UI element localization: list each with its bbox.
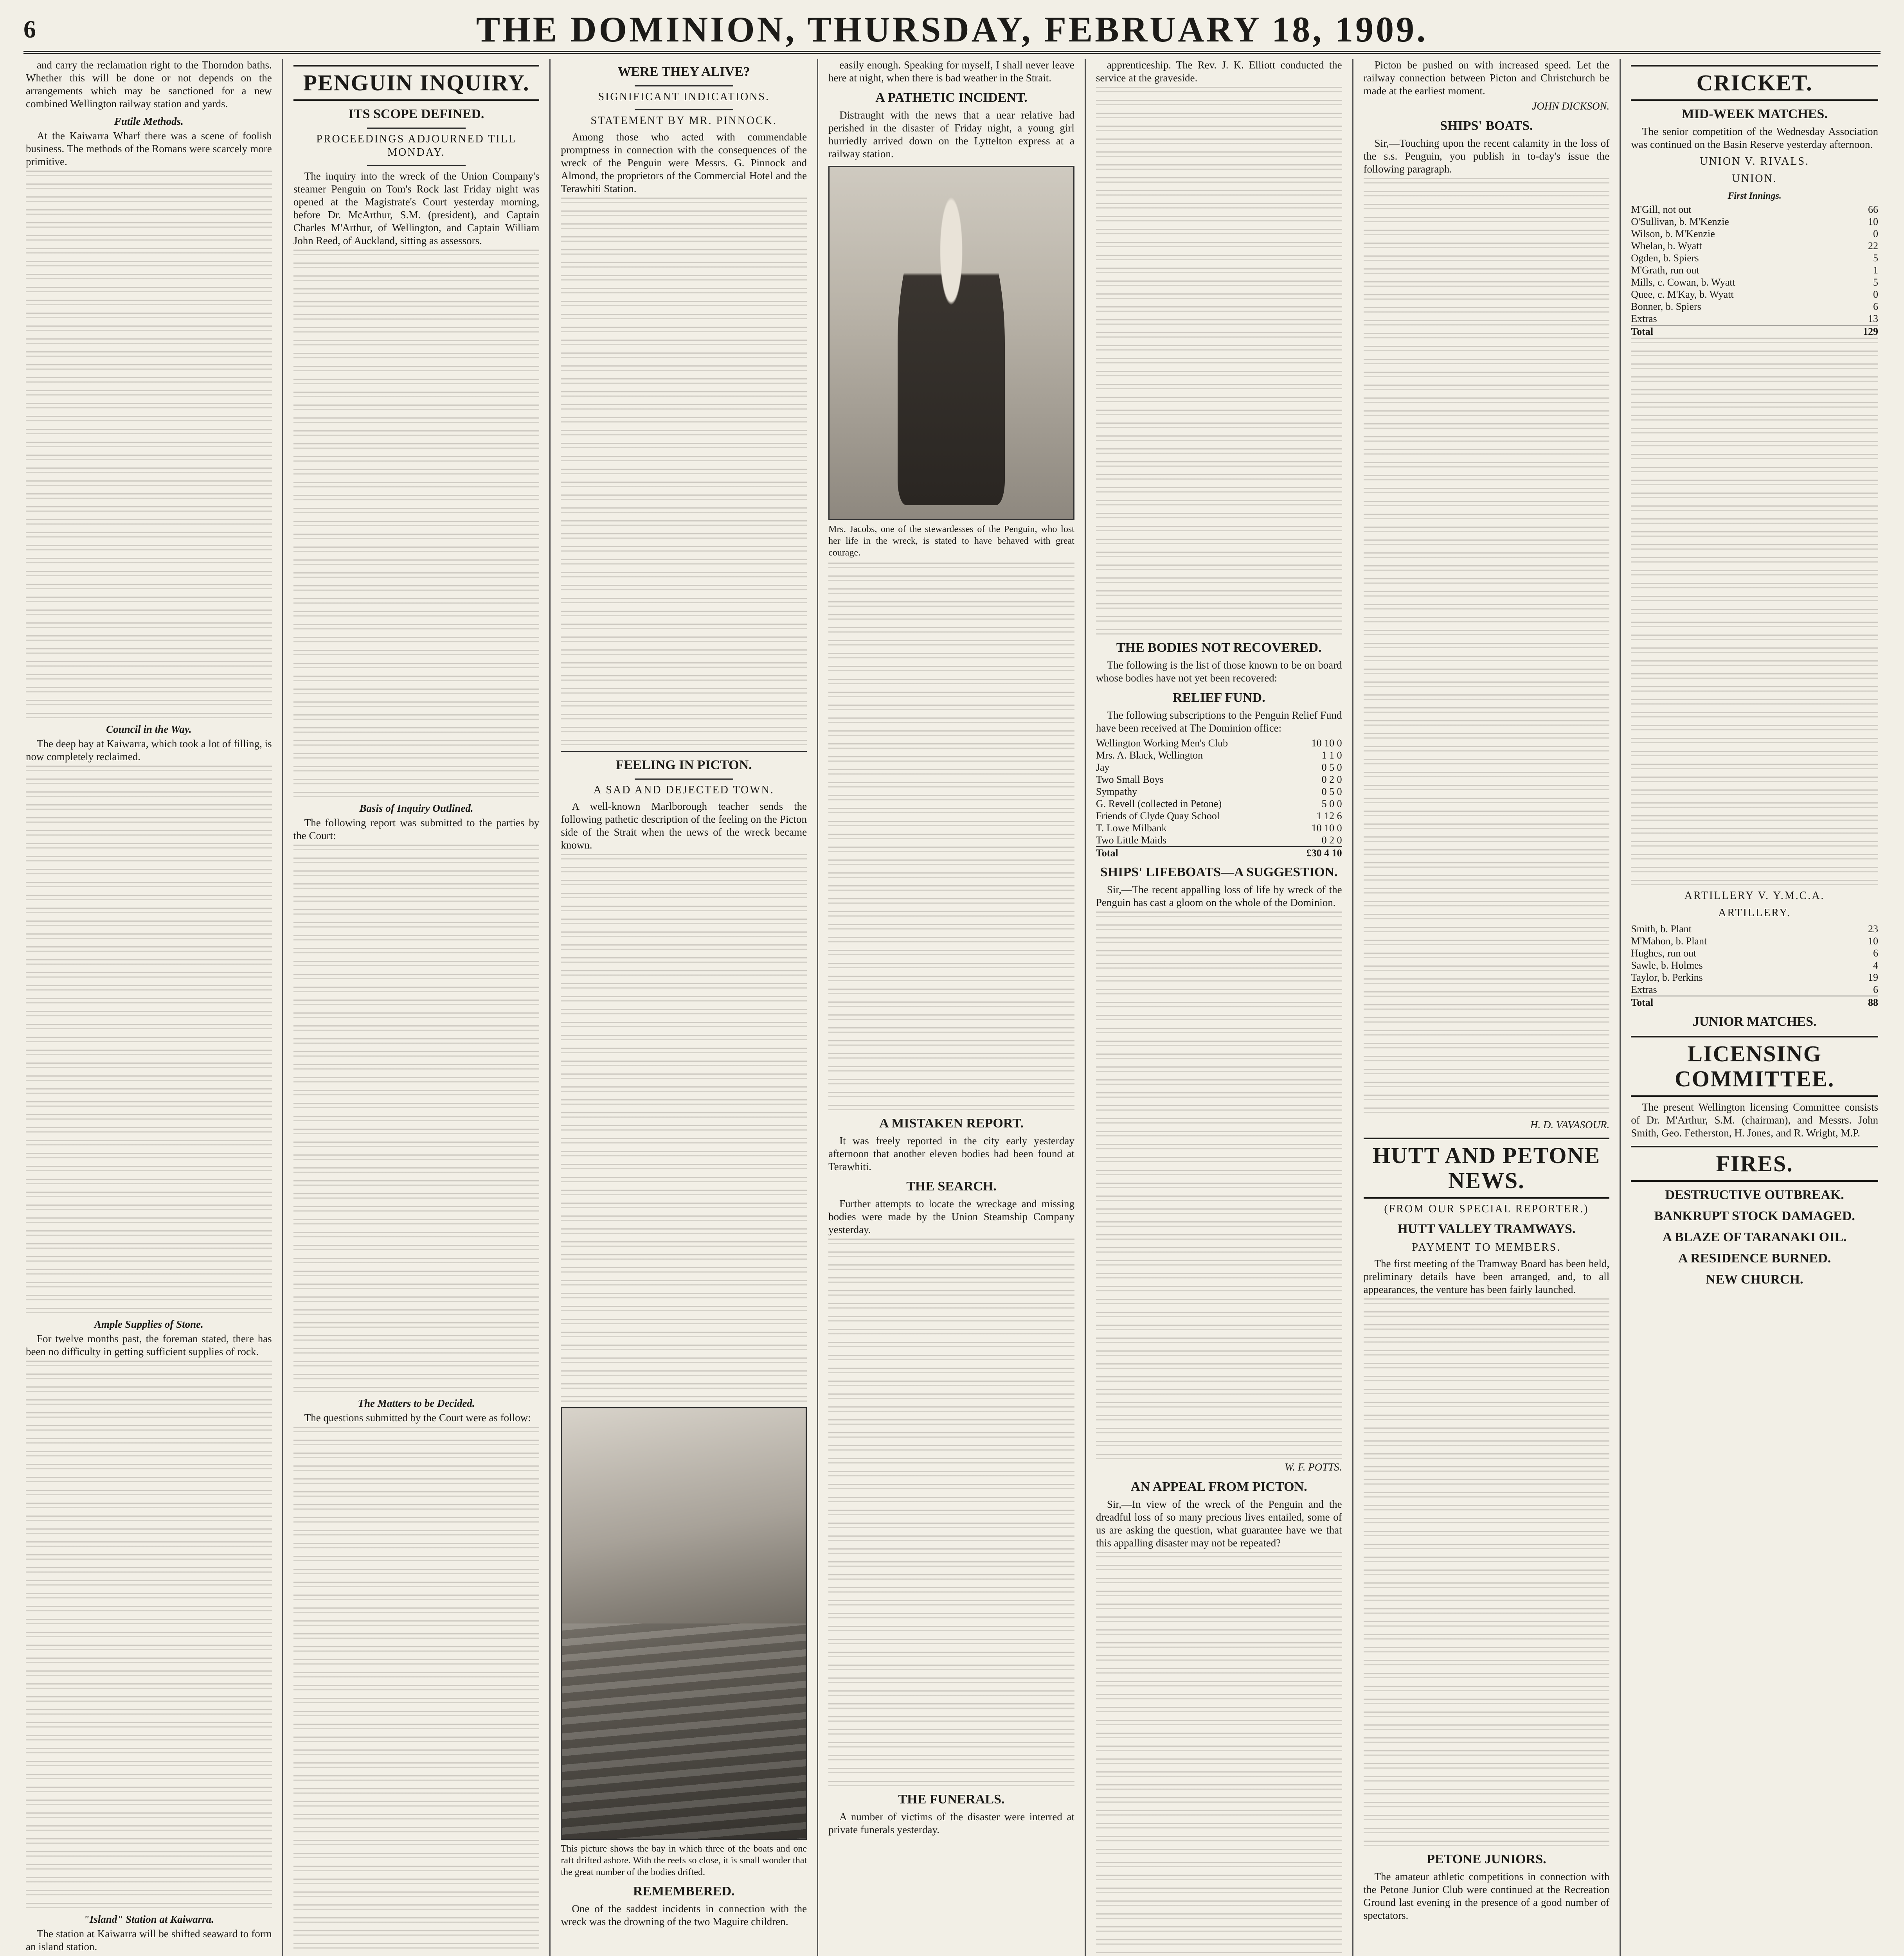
batting-row-label: Smith, b. Plant	[1631, 923, 1692, 935]
batting-row-label: Bonner, b. Spiers	[1631, 301, 1701, 312]
batting-row	[1631, 228, 1878, 240]
body-text	[26, 766, 272, 1313]
body-text	[828, 1239, 1074, 1786]
deck: (FROM OUR SPECIAL REPORTER.)	[1384, 1203, 1589, 1215]
batting-row	[1631, 300, 1878, 313]
paragraph: One of the saddest incidents in connection with the wreck was the drowning of the two Maguire children.	[561, 1903, 807, 1927]
headline: JUNIOR MATCHES.	[1692, 1014, 1817, 1029]
body-text	[1364, 1298, 1610, 1846]
fund-row-value: 10 10 0	[1311, 737, 1342, 749]
subheading: The Matters to be Decided.	[358, 1397, 475, 1409]
letter-signature: JOHN DICKSON.	[1532, 100, 1610, 112]
fund-row-value: 0 2 0	[1321, 834, 1342, 846]
fund-row-value: 5 0 0	[1321, 798, 1342, 809]
paragraph: The following report was submitted to the parties by the Court:	[293, 817, 540, 841]
batting-row-label: M'Grath, run out	[1631, 264, 1699, 276]
fund-row	[1096, 773, 1342, 786]
body-text	[1096, 911, 1342, 1459]
batting-row	[1631, 252, 1878, 264]
artillery-scorecard	[1631, 923, 1878, 1009]
body-text	[1096, 87, 1342, 635]
batting-row	[1631, 203, 1878, 216]
batting-row-value: 4	[1873, 960, 1878, 971]
fund-row	[1096, 737, 1342, 749]
fund-row-label: Sympathy	[1096, 786, 1137, 797]
letter-signature: H. D. VAVASOUR.	[1530, 1119, 1610, 1131]
portrait-photograph	[828, 166, 1074, 520]
column-4	[818, 59, 1086, 1956]
paragraph: Distraught with the news that a near relative had perished in the disaster of Friday night, a young girl hurriedly arrived down on the Lyttelton express at a railway station.	[828, 109, 1074, 160]
headline: RELIEF FUND.	[1172, 690, 1265, 705]
headline: A PATHETIC INCIDENT.	[875, 90, 1028, 105]
fund-row	[1096, 786, 1342, 798]
photo-caption: Mrs. Jacobs, one of the stewardesses of the Penguin, who lost her life in the wreck, is stated to have behaved with great courage.	[828, 524, 1074, 558]
body-text	[1631, 338, 1878, 885]
scorecard-total-label: Total	[1631, 996, 1834, 1009]
batting-row-value: 66	[1868, 204, 1878, 215]
fund-row-label: Wellington Working Men's Club	[1096, 737, 1228, 749]
deck: SIGNIFICANT INDICATIONS.	[598, 91, 770, 103]
paragraph: The following is the list of those known to be on board whose bodies have not yet been recovered:	[1096, 659, 1342, 684]
batting-row	[1631, 216, 1878, 228]
headline: THE SEARCH.	[906, 1179, 997, 1194]
headline: HUTT AND PETONE NEWS.	[1364, 1138, 1610, 1199]
paragraph: The amateur athletic competitions in connection with the Petone Junior Club were continued at the Recreation Ground last evening in the presence of a good number of spectators.	[1363, 1871, 1610, 1921]
batting-row	[1631, 947, 1878, 959]
batting-row	[1631, 971, 1878, 983]
headline: LICENSING COMMITTEE.	[1631, 1036, 1878, 1097]
body-text	[561, 854, 807, 1402]
body-text	[293, 250, 540, 797]
letter-signature: W. F. POTTS.	[1285, 1461, 1342, 1473]
match-title: UNION V. RIVALS.	[1700, 155, 1810, 167]
divider	[635, 778, 733, 780]
paragraph: The following subscriptions to the Penguin Relief Fund have been received at The Dominion office:	[1096, 709, 1342, 734]
batting-row	[1631, 276, 1878, 288]
batting-row-label: Mills, c. Cowan, b. Wyatt	[1631, 277, 1735, 288]
scorecard-total-label: Total	[1631, 325, 1834, 338]
scorecard-total: 88	[1834, 996, 1878, 1009]
batting-row	[1631, 288, 1878, 300]
deck: PROCEEDINGS ADJOURNED TILL MONDAY.	[316, 133, 516, 158]
batting-row-value: 23	[1868, 923, 1878, 935]
scorecard-total-row	[1631, 325, 1878, 338]
paragraph: Sir,—Touching upon the recent calamity in the loss of the s.s. Penguin, you publish in to-day's issue the following paragraph.	[1363, 137, 1610, 175]
fund-row-label: T. Lowe Milbank	[1096, 822, 1167, 834]
batting-row-label: Ogden, b. Spiers	[1631, 252, 1699, 264]
fund-row	[1096, 810, 1342, 822]
body-text	[1096, 1552, 1342, 1956]
fund-row-value: 0 2 0	[1321, 774, 1342, 785]
team-name: ARTILLERY.	[1718, 907, 1791, 919]
batting-row-value: 5	[1873, 252, 1878, 264]
page-columns	[16, 59, 1888, 1956]
headline: THE BODIES NOT RECOVERED.	[1116, 640, 1322, 655]
batting-row	[1631, 935, 1878, 947]
batting-row-label: Wilson, b. M'Kenzie	[1631, 228, 1715, 239]
divider	[367, 165, 466, 166]
headline: A BLAZE OF TARANAKI OIL.	[1662, 1230, 1847, 1244]
paragraph: The inquiry into the wreck of the Union Company's steamer Penguin on Tom's Rock last Friday night was opened at the Magistrate's Court yesterday morning, before Dr. McArthur, S.M. (president), and Captain Charles M'Arthur, of Wellington, and Captain William John Reed, of Auckland, sitting as assessors.	[293, 170, 540, 246]
subheading: Futile Methods.	[114, 115, 184, 127]
scorecard-total-row	[1631, 996, 1878, 1009]
headline: MID-WEEK MATCHES.	[1681, 107, 1828, 121]
paragraph: apprenticeship. The Rev. J. K. Elliott conducted the service at the graveside.	[1096, 59, 1342, 84]
deck: STATEMENT BY MR. PINNOCK.	[590, 115, 777, 127]
batting-row-value: 13	[1868, 313, 1878, 324]
column-2	[283, 59, 551, 1956]
body-text	[1364, 178, 1610, 1117]
body-text	[26, 1361, 272, 1908]
batting-row	[1631, 264, 1878, 276]
headline: DESTRUCTIVE OUTBREAK.	[1665, 1188, 1844, 1202]
headline: A MISTAKEN REPORT.	[879, 1116, 1024, 1131]
fund-row-value: 0 5 0	[1321, 786, 1342, 797]
column-6	[1353, 59, 1621, 1956]
deck: PAYMENT TO MEMBERS.	[1412, 1241, 1561, 1253]
fund-total-amount: £30 4 10	[1244, 847, 1342, 859]
page-number: 6	[23, 15, 36, 43]
fund-row-label: Jay	[1096, 762, 1110, 773]
divider	[635, 85, 733, 86]
headline: NEW CHURCH.	[1706, 1272, 1803, 1287]
deck: ITS SCOPE DEFINED.	[348, 107, 484, 121]
paragraph: Sir,—In view of the wreck of the Penguin and the dreadful loss of so many precious lives entailed, some of us are asking the question, what guarantee have we that this appalling disaster may not be repeated?	[1096, 1498, 1342, 1549]
batting-row-label: Hughes, run out	[1631, 947, 1697, 959]
fund-total-row	[1096, 847, 1342, 859]
headline: REMEMBERED.	[633, 1884, 735, 1898]
headline: SHIPS' LIFEBOATS—A SUGGESTION.	[1100, 865, 1338, 879]
deck: A SAD AND DEJECTED TOWN.	[593, 784, 774, 796]
column-5	[1086, 59, 1353, 1956]
headline: CRICKET.	[1631, 65, 1878, 101]
fund-row-label: Two Small Boys	[1096, 774, 1164, 785]
subheading: Ample Supplies of Stone.	[94, 1318, 203, 1330]
batting-row-label: Sawle, b. Holmes	[1631, 960, 1703, 971]
batting-row	[1631, 313, 1878, 325]
headline: SHIPS' BOATS.	[1440, 119, 1533, 133]
batting-row-value: 0	[1873, 289, 1878, 300]
body-text	[293, 845, 540, 1392]
match-title: ARTILLERY V. Y.M.C.A.	[1684, 890, 1825, 902]
batting-row-value: 6	[1873, 947, 1878, 959]
fund-row-label: Friends of Clyde Quay School	[1096, 810, 1220, 822]
batting-row-label: M'Gill, not out	[1631, 204, 1692, 215]
paragraph: It was freely reported in the city early yesterday afternoon that another eleven bodies had been found at Terawhiti.	[828, 1135, 1074, 1172]
fund-row	[1096, 798, 1342, 810]
paragraph: Sir,—The recent appalling loss of life by wreck of the Penguin has cast a gloom on the whole of the Dominion.	[1096, 884, 1342, 908]
batting-row-value: 6	[1873, 984, 1878, 995]
paragraph: At the Kaiwarra Wharf there was a scene of foolish business. The methods of the Romans were scarcely more primitive.	[26, 130, 272, 167]
fund-row	[1096, 749, 1342, 761]
paragraph: The present Wellington licensing Committee consists of Dr. M'Arthur, S.M. (chairman), and Messrs. John Smith, Geo. Fetherston, H. Jones, and R. Wright, M.P.	[1631, 1101, 1878, 1139]
batting-row-label: Extras	[1631, 313, 1657, 324]
batting-row-value: 22	[1868, 240, 1878, 252]
paragraph: For twelve months past, the foreman stated, there has been no difficulty in getting sufficient supplies of rock.	[26, 1333, 272, 1357]
fund-row-value: 1 12 6	[1316, 810, 1342, 822]
divider	[367, 128, 466, 129]
batting-row	[1631, 240, 1878, 252]
newspaper-title: THE DOMINION, THURSDAY, FEBRUARY 18, 1909.	[476, 9, 1428, 49]
subheading: "Island" Station at Kaiwarra.	[83, 1913, 214, 1925]
batting-row-value: 10	[1868, 935, 1878, 947]
photo-caption: This picture shows the bay in which three of the boats and one raft drifted ashore. With the reefs so close, it is small wonder that the great number of the bodies drifted.	[561, 1844, 807, 1877]
divider	[561, 751, 807, 752]
batting-row-label: O'Sullivan, b. M'Kenzie	[1631, 216, 1729, 227]
innings-label: First Innings.	[1728, 191, 1782, 201]
batting-row-label: Quee, c. M'Kay, b. Wyatt	[1631, 289, 1734, 300]
divider	[635, 109, 733, 110]
batting-row	[1631, 983, 1878, 996]
batting-row-value: 10	[1868, 216, 1878, 227]
headline: HUTT VALLEY TRAMWAYS.	[1397, 1222, 1576, 1236]
bay-photograph	[561, 1407, 807, 1840]
paragraph: Further attempts to locate the wreckage and missing bodies were made by the Union Steamship Company yesterday.	[828, 1198, 1074, 1235]
body-text	[26, 171, 272, 718]
batting-row-value: 5	[1873, 277, 1878, 288]
union-scorecard	[1631, 203, 1878, 338]
batting-row-value: 6	[1873, 301, 1878, 312]
paragraph: The senior competition of the Wednesday Association was continued on the Basin Reserve yesterday afternoon.	[1631, 126, 1878, 150]
batting-row	[1631, 923, 1878, 935]
fund-row	[1096, 822, 1342, 834]
headline: FIRES.	[1631, 1146, 1878, 1182]
scorecard-total: 129	[1834, 325, 1878, 338]
masthead	[23, 8, 1881, 54]
subheading: Basis of Inquiry Outlined.	[359, 802, 473, 814]
headline: PETONE JUNIORS.	[1427, 1852, 1546, 1866]
paragraph: A number of victims of the disaster were interred at private funerals yesterday.	[828, 1811, 1074, 1836]
headline: WERE THEY ALIVE?	[617, 65, 750, 79]
fund-total-label: Total	[1096, 847, 1244, 859]
paragraph: and carry the reclamation right to the Thorndon baths. Whether this will be done or not depends on the arrangements which may be sanctioned for a new combined Wellington railway station and yards.	[26, 59, 272, 110]
paragraph: easily enough. Speaking for myself, I shall never leave here at night, when there is bad weather in the Strait.	[828, 59, 1074, 84]
headline: BANKRUPT STOCK DAMAGED.	[1654, 1209, 1855, 1223]
team-name: UNION.	[1732, 173, 1777, 185]
batting-row-value: 19	[1868, 972, 1878, 983]
headline: FEELING IN PICTON.	[615, 758, 752, 772]
headline: AN APPEAL FROM PICTON.	[1130, 1480, 1307, 1494]
subheading: Council in the Way.	[106, 723, 192, 735]
paragraph: Picton be pushed on with increased speed. Let the railway connection between Picton and Christchurch be made at the earliest moment.	[1363, 59, 1610, 97]
batting-row	[1631, 959, 1878, 971]
headline: A RESIDENCE BURNED.	[1678, 1251, 1831, 1266]
batting-row-label: Taylor, b. Perkins	[1631, 972, 1703, 983]
paragraph: The questions submitted by the Court were as follow:	[304, 1412, 531, 1424]
batting-row-label: M'Mahon, b. Plant	[1631, 935, 1707, 947]
paragraph: Among those who acted with commendable promptness in connection with the consequences of the wreck of the Penguin were Messrs. G. Pinnock and Almond, the proprietors of the Commercial Hotel and the Terawhiti Station.	[561, 131, 807, 194]
relief-fund-table	[1096, 737, 1342, 859]
batting-row-label: Whelan, b. Wyatt	[1631, 240, 1702, 252]
fund-row-label: Two Little Maids	[1096, 834, 1167, 846]
batting-row-value: 1	[1873, 264, 1878, 276]
batting-row-value: 0	[1873, 228, 1878, 239]
column-3	[551, 59, 818, 1956]
headline: PENGUIN INQUIRY.	[293, 65, 540, 101]
paragraph: The deep bay at Kaiwarra, which took a lot of filling, is now completely reclaimed.	[26, 738, 272, 762]
fund-row-value: 0 5 0	[1321, 762, 1342, 773]
paragraph: The station at Kaiwarra will be shifted seaward to form an island station.	[26, 1928, 272, 1952]
headline: THE FUNERALS.	[898, 1792, 1005, 1807]
body-text	[561, 198, 807, 745]
column-7	[1621, 59, 1888, 1956]
fund-row	[1096, 761, 1342, 773]
fund-row-label: Mrs. A. Black, Wellington	[1096, 750, 1203, 761]
column-1	[16, 59, 283, 1956]
batting-row-label: Extras	[1631, 984, 1657, 995]
paragraph: A well-known Marlborough teacher sends the following pathetic description of the feeling on the Picton side of the Strait when the news of the wreck became known.	[561, 800, 807, 851]
fund-row	[1096, 834, 1342, 847]
paragraph: The first meeting of the Tramway Board has been held, preliminary details have been arranged, and, to all appearances, the venture has been fairly launched.	[1363, 1258, 1610, 1295]
body-text	[828, 563, 1074, 1110]
fund-row-value: 1 1 0	[1321, 750, 1342, 761]
fund-row-label: G. Revell (collected in Petone)	[1096, 798, 1222, 809]
fund-row-value: 10 10 0	[1311, 822, 1342, 834]
body-text	[293, 1427, 540, 1956]
